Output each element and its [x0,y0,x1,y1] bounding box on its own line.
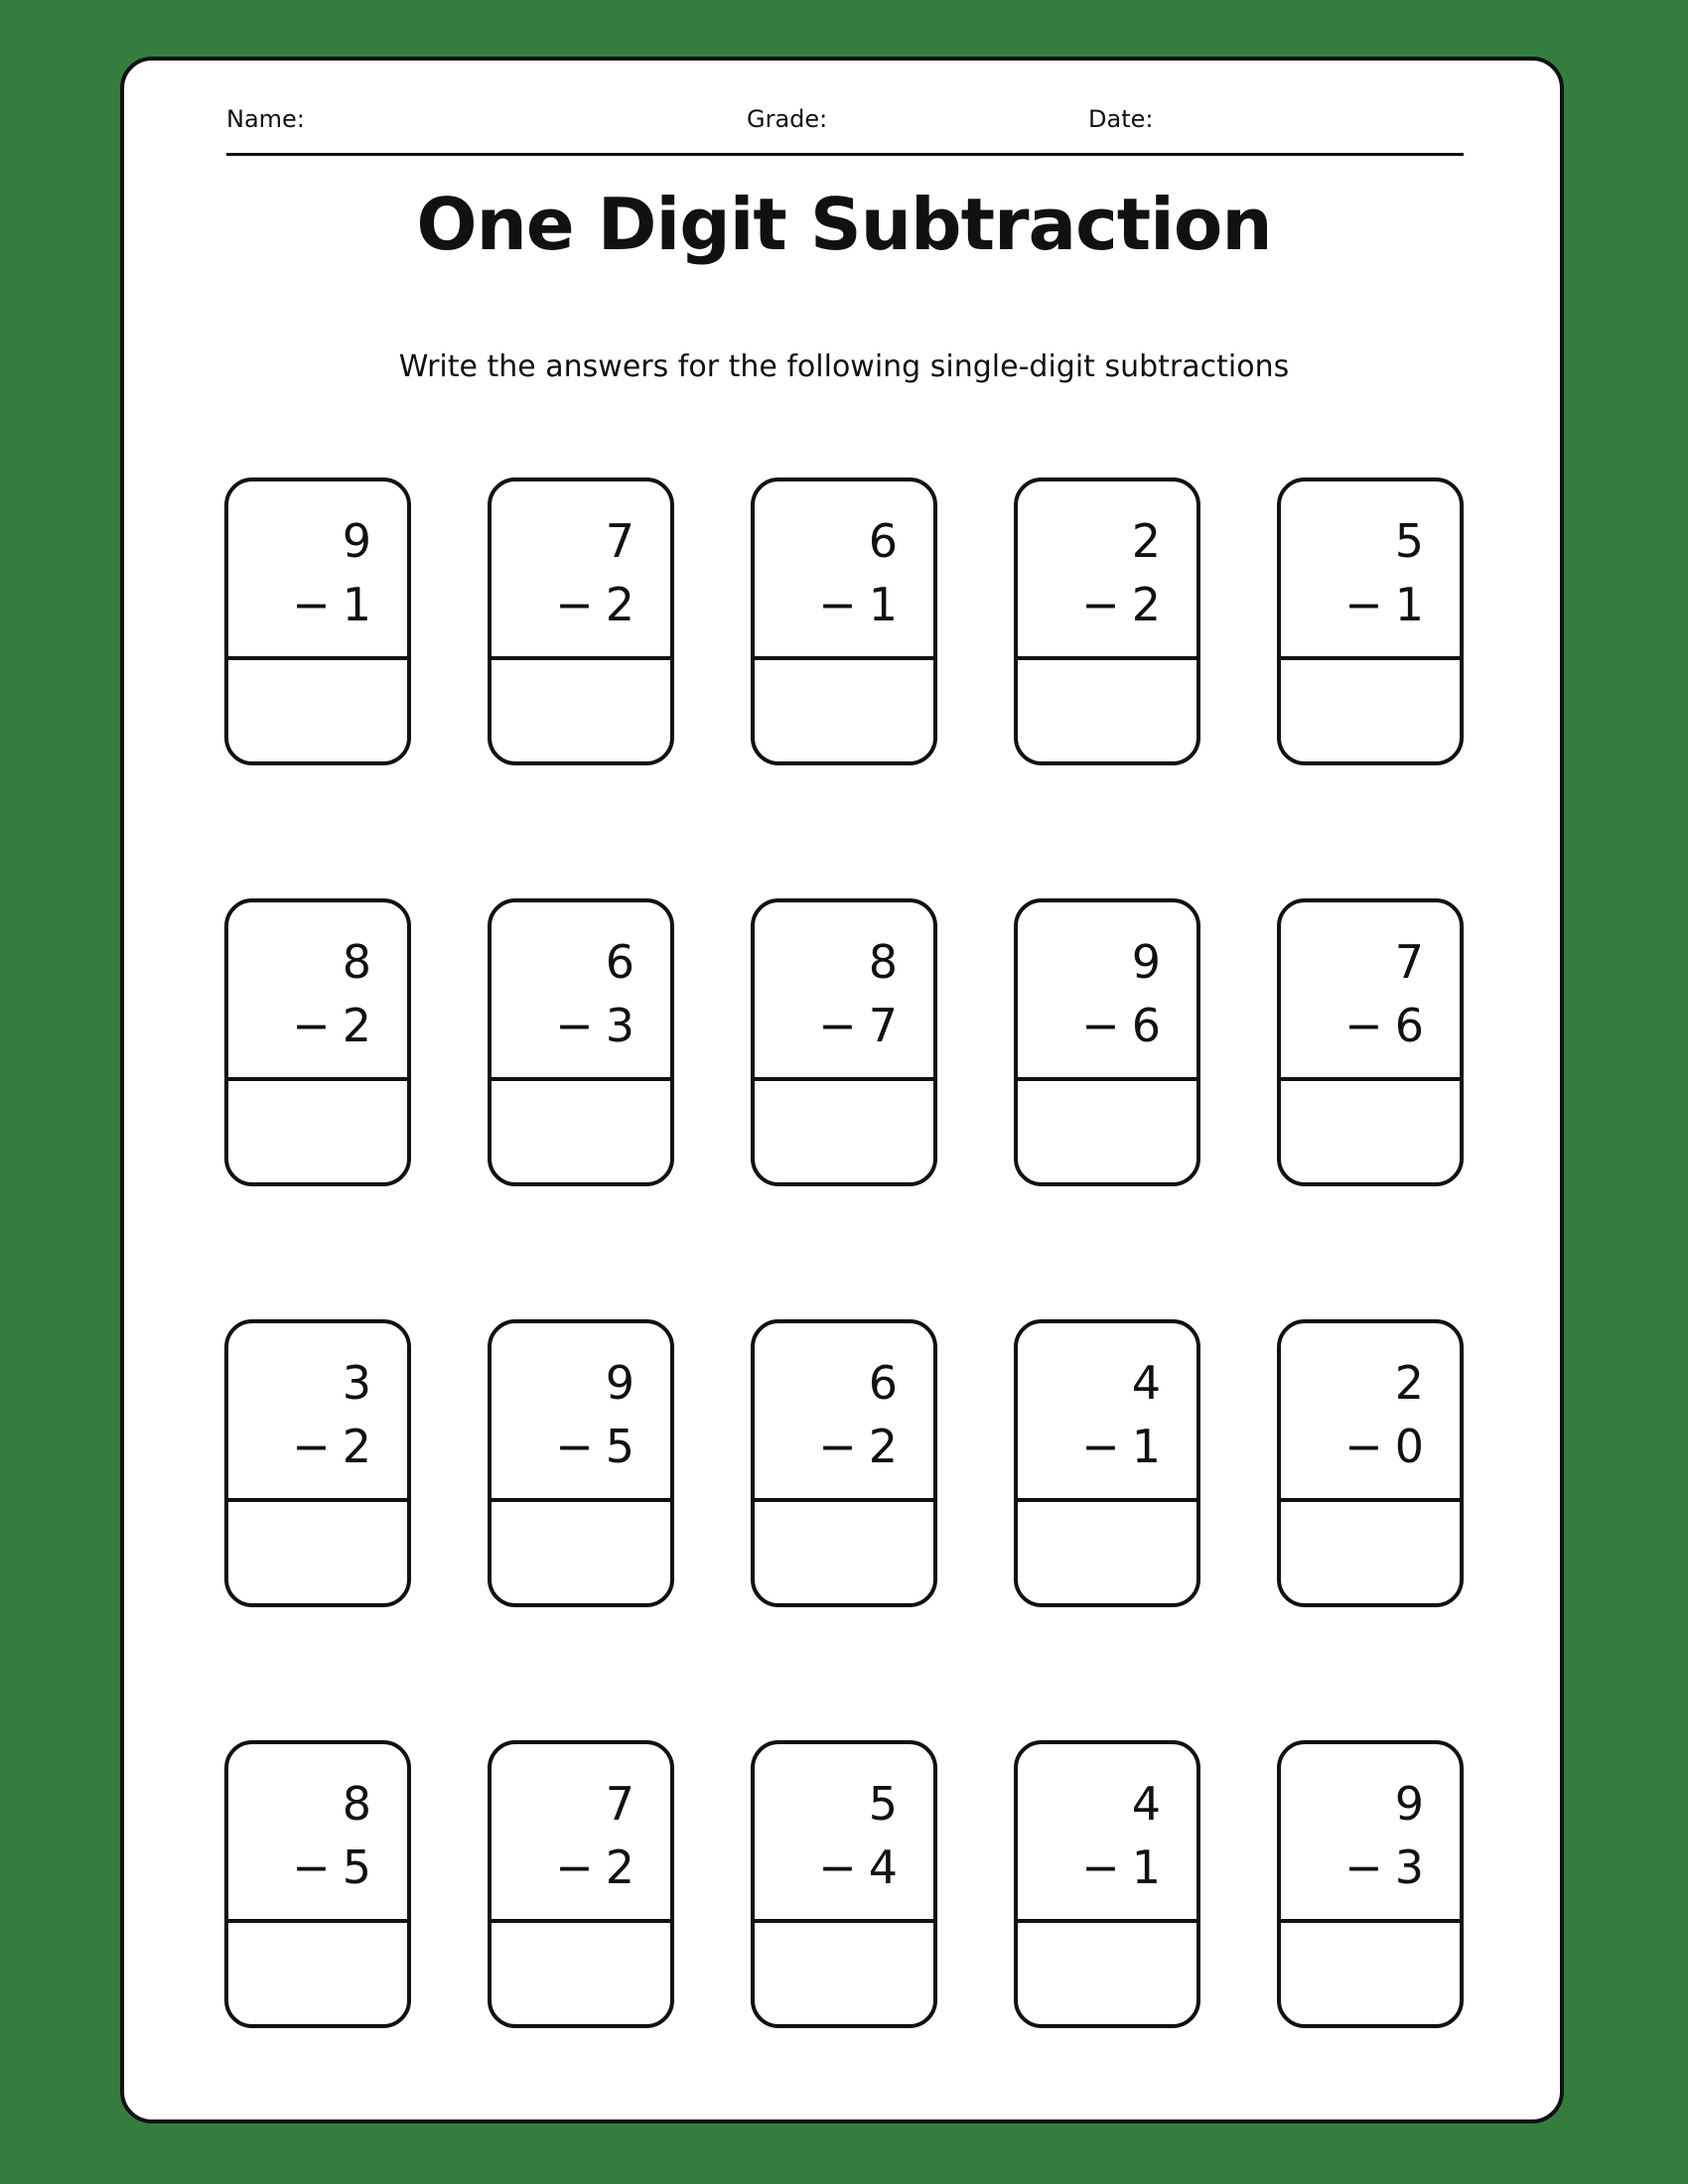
subtrahend-row [555,577,634,632]
answer-box[interactable] [234,1506,401,1597]
answer-box[interactable] [1024,664,1191,755]
answer-box[interactable] [1287,1085,1454,1176]
problem-card [751,898,937,1186]
subtrahend-row [1081,1840,1161,1895]
minuend: 8 [342,1777,371,1831]
answer-box[interactable] [497,1506,664,1597]
subtrahend: 1 [868,578,898,631]
minuend: 6 [868,1356,898,1410]
subtrahend: 1 [342,578,371,631]
minuend: 8 [868,935,898,989]
subtrahend: 3 [605,999,634,1052]
answer-divider [228,1498,407,1502]
minuend: 5 [868,1777,898,1831]
problem-grid [224,478,1466,2028]
problem-card [1277,1319,1464,1607]
minus-sign: − [1344,1841,1383,1894]
subtrahend-row [1081,998,1161,1053]
minus-sign: − [1081,1841,1120,1894]
answer-box[interactable] [234,1085,401,1176]
subtrahend-row [1344,1419,1424,1474]
problem-card [488,1319,674,1607]
minus-sign: − [1081,1420,1120,1473]
answer-box[interactable] [1287,1506,1454,1597]
subtrahend: 6 [1394,999,1424,1052]
subtrahend: 2 [868,1420,898,1473]
answer-divider [492,656,670,660]
student-info-row [226,103,1464,156]
minuend: 9 [605,1356,634,1410]
minus-sign: − [1081,578,1120,631]
subtrahend-row [1081,1419,1161,1474]
minuend: 6 [868,514,898,568]
subtrahend-row [292,1840,371,1895]
answer-box[interactable] [497,1927,664,2018]
answer-divider [1018,1919,1196,1923]
subtrahend: 7 [868,999,898,1052]
subtrahend: 1 [1131,1841,1161,1894]
minuend: 2 [1394,1356,1424,1410]
answer-divider [1281,656,1460,660]
minus-sign: − [1344,1420,1383,1473]
minuend: 5 [1394,514,1424,568]
problem-card [1277,1740,1464,2028]
problem-card [751,1319,937,1607]
problem-card [1277,478,1464,765]
answer-box[interactable] [761,1506,927,1597]
answer-divider [1281,1498,1460,1502]
minuend: 7 [1394,935,1424,989]
subtrahend-row [1081,577,1161,632]
minuend: 4 [1131,1777,1161,1831]
subtrahend: 2 [605,578,634,631]
subtrahend-row [1344,577,1424,632]
answer-box[interactable] [1287,664,1454,755]
subtrahend: 6 [1131,999,1161,1052]
minuend: 2 [1131,514,1161,568]
problem-card [488,478,674,765]
answer-box[interactable] [761,1085,927,1176]
problem-card [1014,898,1200,1186]
minuend: 8 [342,935,371,989]
minuend: 6 [605,935,634,989]
answer-box[interactable] [1287,1927,1454,2018]
problem-card [1014,478,1200,765]
minus-sign: − [555,1420,594,1473]
subtrahend: 5 [605,1420,634,1473]
answer-box[interactable] [761,664,927,755]
subtrahend-row [818,1840,898,1895]
minuend: 9 [1131,935,1161,989]
subtrahend-row [818,998,898,1053]
subtrahend-row [292,998,371,1053]
answer-box[interactable] [761,1927,927,2018]
grade-label: Grade: [747,105,828,133]
answer-divider [492,1498,670,1502]
minus-sign: − [555,578,594,631]
answer-divider [228,1919,407,1923]
answer-divider [228,656,407,660]
subtrahend-row [818,1419,898,1474]
subtrahend: 2 [1131,578,1161,631]
subtrahend: 1 [1131,1420,1161,1473]
subtrahend: 4 [868,1841,898,1894]
subtrahend: 5 [342,1841,371,1894]
minus-sign: − [818,1841,857,1894]
subtrahend: 2 [342,999,371,1052]
minus-sign: − [292,1841,331,1894]
problem-card [488,898,674,1186]
problem-card [224,1319,411,1607]
name-label: Name: [226,105,305,133]
subtrahend: 2 [605,1841,634,1894]
answer-box[interactable] [1024,1927,1191,2018]
problem-card [1014,1319,1200,1607]
subtrahend-row [555,1840,634,1895]
subtrahend: 2 [342,1420,371,1473]
subtrahend-row [555,1419,634,1474]
subtrahend: 1 [1394,578,1424,631]
problem-card [751,1740,937,2028]
answer-box[interactable] [1024,1085,1191,1176]
answer-divider [1281,1919,1460,1923]
minus-sign: − [1081,999,1120,1052]
minuend: 3 [342,1356,371,1410]
minus-sign: − [818,1420,857,1473]
problem-card [488,1740,674,2028]
worksheet-instructions: Write the answers for the following single-digit subtractions [398,349,1290,384]
answer-divider [1281,1077,1460,1081]
answer-divider [1018,656,1196,660]
minus-sign: − [818,578,857,631]
answer-divider [755,1919,933,1923]
answer-box[interactable] [1024,1506,1191,1597]
minus-sign: − [1344,999,1383,1052]
answer-divider [492,1919,670,1923]
subtrahend-row [1344,998,1424,1053]
minus-sign: − [292,1420,331,1473]
minus-sign: − [292,999,331,1052]
minuend: 9 [342,514,371,568]
minus-sign: − [555,999,594,1052]
minuend: 7 [605,1777,634,1831]
minuend: 9 [1394,1777,1424,1831]
minuend: 7 [605,514,634,568]
subtrahend: 0 [1394,1420,1424,1473]
answer-divider [492,1077,670,1081]
problem-card [224,898,411,1186]
answer-box[interactable] [497,1085,664,1176]
answer-box[interactable] [234,664,401,755]
answer-divider [755,1498,933,1502]
minuend: 4 [1131,1356,1161,1410]
subtrahend-row [292,1419,371,1474]
answer-divider [755,1077,933,1081]
answer-divider [1018,1077,1196,1081]
minus-sign: − [555,1841,594,1894]
problem-card [1014,1740,1200,2028]
subtrahend-row [292,577,371,632]
answer-divider [1018,1498,1196,1502]
subtrahend-row [555,998,634,1053]
minus-sign: − [818,999,857,1052]
answer-divider [755,656,933,660]
worksheet-title: One Digit Subtraction [416,183,1272,266]
problem-card [224,1740,411,2028]
answer-divider [228,1077,407,1081]
subtrahend: 3 [1394,1841,1424,1894]
date-label: Date: [1088,105,1154,133]
minus-sign: − [292,578,331,631]
subtrahend-row [1344,1840,1424,1895]
subtrahend-row [818,577,898,632]
answer-box[interactable] [234,1927,401,2018]
answer-box[interactable] [497,664,664,755]
problem-card [1277,898,1464,1186]
problem-card [224,478,411,765]
problem-card [751,478,937,765]
minus-sign: − [1344,578,1383,631]
